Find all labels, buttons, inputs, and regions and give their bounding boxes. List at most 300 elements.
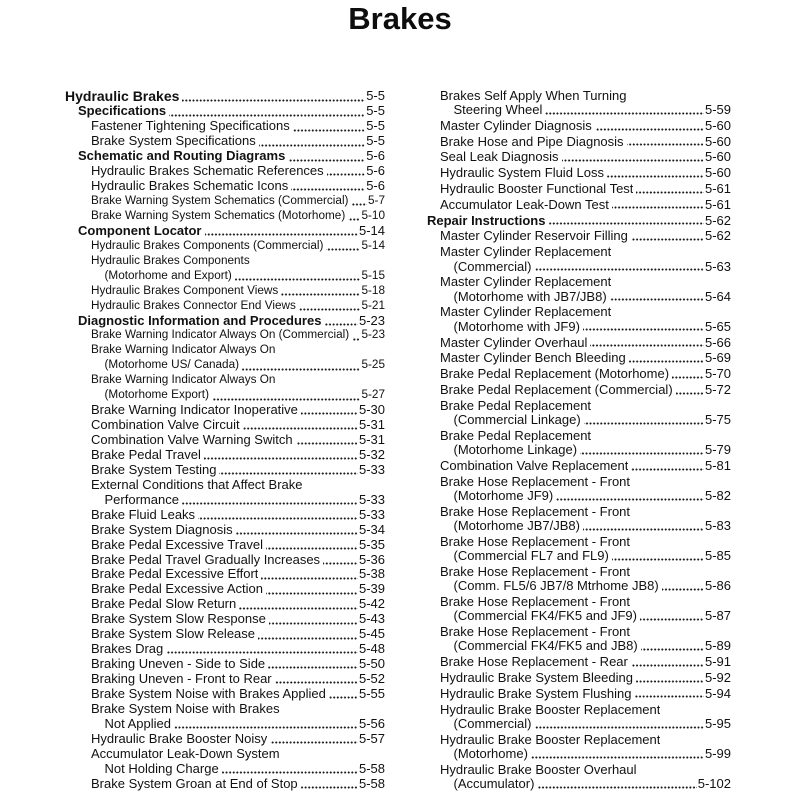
toc-page-number: 5-63 [704,258,731,274]
toc-page-number: 5-58 [358,760,385,776]
toc-entry-title: (Motorhome) [453,747,528,762]
toc-entry-line [65,254,385,269]
toc-entry-line [65,284,385,299]
toc-entry-continuation [414,320,731,334]
dot-leader [329,696,358,699]
toc-entry-line [414,703,731,717]
dot-leader [548,222,704,225]
dot-leader [324,323,358,326]
toc-entry-line [414,245,731,259]
toc-entry-title: Diagnostic Information and Procedures [78,313,322,328]
toc-entry-title: Brake Warning Indicator Inoperative [91,403,298,418]
toc-entry [65,672,385,687]
toc-entry-title: Brake System Testing [91,462,217,477]
toc-entry-title: Performance [104,492,179,507]
toc-entry-continuation [414,777,731,791]
dot-leader [537,786,696,789]
toc-page-number: 5-33 [358,491,385,507]
toc-page-number: 5-62 [704,228,731,244]
toc-entry [65,657,385,672]
dot-leader [612,558,704,561]
toc-page-number: 5-82 [704,488,731,504]
toc-page-number: 5-56 [358,715,385,731]
toc-entry-title: Brake Pedal Travel Gradually Increases [91,552,321,567]
toc-page-number: 5-58 [358,775,385,791]
dot-leader [212,398,360,401]
toc-entry-title: Hydraulic Brakes Component Views [91,283,279,297]
toc-entry-title: Brake Warning System Schematics (Motorhome) [91,208,346,222]
toc-entry [414,475,731,504]
dot-leader [239,607,358,610]
toc-entry-continuation [65,493,385,508]
toc-entry [414,733,731,762]
toc-entry-title: Brake Hose Replacement - Front [440,504,631,519]
dot-leader [288,159,365,162]
toc-page-number: 5-89 [704,638,731,654]
toc-entry [65,568,385,583]
toc-entry-continuation [414,579,731,593]
toc-entry-title: Brake Hose Replacement - Rear [440,655,628,670]
toc-entry [65,343,385,373]
toc-entry-line [414,351,731,365]
toc-entry [65,597,385,612]
toc-page-number: 5-5 [366,88,385,104]
toc-entry-line [414,383,731,397]
toc-page-number: 5-33 [358,461,385,477]
toc-entry-title: Brake Pedal Replacement (Commercial) [440,382,673,397]
toc-entry [65,553,385,568]
toc-entry-line [65,314,385,329]
dot-leader [531,756,704,759]
toc-entry [414,429,731,458]
toc-entry-title: (Motorhome JB7/JB8) [453,519,580,534]
toc-page-number: 5-83 [704,518,731,534]
toc-page-number: 5-34 [358,521,385,537]
toc-entry-title: Brake Pedal Travel [91,447,201,462]
dot-leader [595,128,704,131]
dot-leader [266,592,358,595]
toc-entry [414,166,731,180]
toc-page-number: 5-75 [704,412,731,428]
toc-entry-line [65,90,385,105]
toc-entry-continuation [65,388,385,403]
toc-page-number: 5-60 [704,133,731,149]
dot-leader [583,528,704,531]
toc-page-number: 5-32 [358,446,385,462]
dot-leader [629,360,704,363]
toc-entry-line [414,198,731,212]
toc-column-left [65,90,385,792]
toc-entry [414,275,731,304]
toc-entry [414,150,731,164]
toc-page-number: 5-45 [358,626,385,642]
toc-page-number: 5-91 [704,654,731,670]
toc-entry-line [65,597,385,612]
dot-leader [259,144,365,147]
dot-leader [631,238,704,241]
toc-entry [65,612,385,627]
toc-entry-title: Master Cylinder Replacement [440,305,612,320]
toc-entry-title: Master Cylinder Reservoir Filling [440,229,628,244]
toc-entry [65,732,385,747]
toc-entry [414,305,731,334]
toc-entry [65,538,385,553]
toc-entry-title: Specifications [78,104,167,119]
toc-entry-title: Brake System Diagnosis [91,522,233,537]
toc-page-number: 5-15 [361,268,385,282]
toc-entry-title: Hydraulic Brake Booster Replacement [440,732,661,747]
dot-leader [327,173,366,176]
toc-entry-title: Brake Pedal Excessive Effort [91,567,259,582]
toc-page-number: 5-21 [361,298,385,312]
toc-entry-title: Brake Pedal Replacement (Motorhome) [440,367,670,382]
toc-entry-line [65,627,385,642]
toc-entry-line [65,553,385,568]
dot-leader [348,218,360,221]
toc-entry-title: (Commercial FK4/FK5 and JB8) [453,639,638,654]
toc-page-number: 5-31 [358,432,385,448]
toc-page-number: 5-65 [704,318,731,334]
dot-leader [205,233,358,236]
toc-entry-continuation [414,443,731,457]
dot-leader [636,680,704,683]
toc-entry-title: Brake Fluid Leaks [91,507,196,522]
dot-leader [580,452,704,455]
toc-entry-title: Brake Hose Replacement - Front [440,625,631,640]
toc-entry [65,418,385,433]
toc-entry-line [65,224,385,239]
toc-entry-continuation [65,269,385,284]
toc-entry-title: Brake System Noise with Brakes [91,701,280,716]
dot-leader [236,532,358,535]
toc-entry [65,642,385,657]
dot-leader [242,368,360,371]
dot-leader [326,248,360,251]
toc-entry-title: Hydraulic Brakes [65,89,180,105]
dot-leader [631,468,704,471]
dot-leader [182,502,358,505]
toc-entry-line [65,299,385,314]
toc-entry-title: Repair Instructions [427,213,546,228]
toc-page-number: 5-95 [704,715,731,731]
toc-entry-title: (Comm. FL5/6 JB7/8 Mtrhome JB8) [453,579,659,594]
toc-entry-title: Steering Wheel [453,103,543,118]
toc-entry-line [65,343,385,358]
toc-entry-line [65,164,385,179]
dot-leader [235,278,361,281]
toc-entry [65,582,385,597]
dot-leader [281,293,360,296]
toc-entry-line [65,134,385,149]
toc-page-number: 5-59 [704,102,731,118]
toc-entry-title: Brake System Specifications [91,134,256,149]
toc-page-number: 5-61 [704,181,731,197]
toc-entry-title: Brake Pedal Excessive Action [91,582,263,597]
toc-entry-line [65,119,385,134]
dot-leader [243,427,358,430]
toc-entry-title: Component Locator [78,223,202,238]
toc-page-number: 5-81 [704,457,731,473]
toc-entry-title: Brake Pedal Excessive Travel [91,537,263,552]
toc-entry-continuation [414,260,731,274]
toc-page-number: 5-48 [358,641,385,657]
toc-entry-continuation [414,609,731,623]
dot-leader [222,771,358,774]
toc-entry-title: (Commercial) [453,716,532,731]
toc-entry-title: Hydraulic Brakes Connector End Views [91,298,296,312]
toc-page-number: 5-62 [704,212,731,228]
dot-leader [627,143,704,146]
toc-page-number: 5-66 [704,334,731,350]
toc-entry [414,763,731,792]
toc-entry [414,565,731,594]
toc-entry-line [414,565,731,579]
toc-page-number: 5-61 [704,196,731,212]
dot-leader [584,422,704,425]
dot-leader [535,268,704,271]
dot-leader [261,577,358,580]
toc-entry [65,508,385,523]
toc-page-number: 5-6 [366,178,385,194]
toc-entry [65,194,385,209]
toc-entry [414,229,731,243]
toc-entry-title: (Commercial FK4/FK5 and JF9) [453,609,637,624]
toc-entry-title: Brake System Groan at End of Stop [91,776,298,791]
toc-page-number: 5-39 [358,581,385,597]
toc-entry [65,284,385,299]
page-title: Brakes [348,1,452,36]
toc-entry [65,299,385,314]
dot-leader [351,203,367,206]
toc-entry [414,351,731,365]
toc-entry-title: Braking Uneven - Side to Side [91,657,266,672]
toc-column-right [414,89,731,792]
toc-entry-line [414,459,731,473]
toc-entry [414,336,731,350]
toc-page-number: 5-35 [358,536,385,552]
toc-page-number: 5-5 [366,133,385,149]
toc-entry-title: Brake System Slow Response [91,612,266,627]
toc-page-number: 5-70 [704,366,731,382]
toc-page-number: 5-50 [358,656,385,672]
toc-entry-line [65,373,385,388]
toc-entry-line [414,535,731,549]
toc-entry-line [65,732,385,747]
toc-entry-title: Brake Warning Indicator Always On [91,343,276,357]
toc-entry-title: (Motorhome Export) [104,388,209,402]
toc-page-number: 5-23 [361,328,385,342]
toc-entry-title: Brake Warning Indicator Always On [91,373,276,387]
toc-entry-line [65,747,385,762]
toc-entry-line [65,612,385,627]
toc-entry-title: Brakes Self Apply When Turning [440,88,627,103]
toc-entry-title: (Motorhome and Export) [104,268,232,282]
toc-entry-title: Brake Pedal Slow Return [91,597,237,612]
dot-leader [198,517,358,520]
toc-entry-title: Brake Hose Replacement - Front [440,474,631,489]
toc-page-number: 5-31 [358,417,385,433]
toc-entry-title: Brake Warning System Schematics (Commercial) [91,194,349,208]
toc-entry [65,627,385,642]
toc-page-number: 5-30 [358,402,385,418]
toc-entry-line [414,150,731,164]
toc-entry-line [65,508,385,523]
toc-entry-line [65,538,385,553]
toc-entry-title: Hydraulic Brake Booster Noisy [91,731,268,746]
toc-entry [414,535,731,564]
toc-entry-line [414,595,731,609]
toc-section-heading [65,149,385,164]
dot-leader [676,392,704,395]
toc-entry-continuation [414,519,731,533]
toc-page-number: 5-55 [358,685,385,701]
toc-entry-continuation [414,413,731,427]
toc-entry [65,329,385,344]
toc-entry [65,119,385,134]
toc-section-heading [65,314,385,329]
toc-entry-line [65,239,385,254]
toc-page-number: 5-52 [358,671,385,687]
toc-page-number: 5-5 [366,118,385,134]
toc-entry-line [414,229,731,243]
toc-entry-line [414,275,731,289]
toc-entry [414,595,731,624]
toc-entry-title: Hydraulic Brakes Components (Commercial) [91,238,324,252]
dot-leader [634,695,704,698]
toc-entry-line [65,418,385,433]
toc-page-number: 5-99 [704,746,731,762]
toc-entry-line [65,478,385,493]
toc-entry-title: Master Cylinder Replacement [440,275,612,290]
toc-entry-line [65,448,385,463]
toc-entry-line [65,568,385,583]
toc-entry-title: Braking Uneven - Front to Rear [91,672,272,687]
dot-leader [174,726,358,729]
toc-entry-line [414,399,731,413]
toc-entry-title: (Motorhome Linkage) [453,443,578,458]
toc-entry-continuation [65,717,385,732]
toc-entry-line [414,119,731,133]
toc-chapter-heading [65,90,385,105]
toc-entry [414,399,731,428]
toc-entry-title: Hydraulic Brake Booster Overhaul [440,762,637,777]
toc-entry-line [414,625,731,639]
toc-entry-continuation [414,717,731,731]
toc-page-number: 5-18 [361,283,385,297]
dot-leader [166,651,358,654]
toc-entry [65,164,385,179]
toc-entry-title: Hydraulic Brake System Flushing [440,686,632,701]
toc-entry-title: Brake Hose Replacement - Front [440,565,631,579]
toc-entry-title: Brake Hose Replacement - Front [440,534,631,549]
toc-entry [414,655,731,669]
dot-leader [169,114,365,117]
toc-page-number: 5-69 [704,350,731,366]
toc-entry-title: Accumulator Leak-Down Test [440,197,609,212]
toc-page-number: 5-23 [358,312,385,328]
toc-entry-line [65,329,385,344]
dot-leader [258,637,358,640]
toc-entry-line [414,367,731,381]
toc-entry-title: Hydraulic Brakes Components [91,253,250,267]
toc-section-heading [65,104,385,119]
toc-entry-title: Hydraulic Brakes Schematic Icons [91,179,289,194]
dot-leader [672,376,704,379]
toc-entry-line [414,763,731,777]
toc-entry-title: Brake Pedal Replacement [440,428,592,443]
toc-page-number: 5-14 [361,238,385,252]
toc-entry-line [65,672,385,687]
toc-entry-title: Brakes Drag [91,642,164,657]
toc-entry [65,239,385,254]
toc-entry [65,403,385,418]
toc-entry [414,625,731,654]
toc-entry [414,383,731,397]
toc-entry-title: Hydraulic Booster Functional Test [440,182,634,197]
toc-entry-title: (Commercial FL7 and FL9) [453,549,609,564]
toc-entry-line [65,642,385,657]
toc-page-number: 5-25 [361,358,385,372]
toc-page-number: 5-14 [358,222,385,238]
toc-page-number: 5-36 [358,551,385,567]
toc-entry-continuation [65,358,385,373]
toc-page-number: 5-57 [358,730,385,746]
toc-page-number: 5-7 [368,194,385,208]
dot-leader [590,344,704,347]
toc-entry-line [414,135,731,149]
toc-entry [414,198,731,212]
toc-entry-line [65,657,385,672]
toc-entry-title: Hydraulic Brakes Schematic References [91,164,324,179]
toc-entry-title: Not Applied [104,716,171,731]
dot-leader [219,472,357,475]
dot-leader [545,112,704,115]
toc-entry-line [65,403,385,418]
toc-entry-line [65,433,385,448]
dot-leader [299,308,361,311]
toc-entry-continuation [414,747,731,761]
toc-entry-title: (Motorhome US/ Canada) [104,358,240,372]
toc-page-number: 5-86 [704,578,731,594]
toc-page-number: 5-33 [358,506,385,522]
dot-leader [293,129,365,132]
toc-entry-continuation [414,290,731,304]
toc-entry-continuation [414,103,731,117]
dot-leader [352,338,360,341]
toc-entry-title: Combination Valve Replacement [440,458,629,473]
toc-entry-line [65,194,385,209]
toc-entry-title: Not Holding Charge [104,761,219,776]
toc-entry [414,245,731,274]
dot-leader [662,588,704,591]
toc-entry-line [414,671,731,685]
toc-page-number: 5-85 [704,548,731,564]
toc-page-number: 5-60 [704,165,731,181]
dot-leader [610,298,704,301]
toc-entry [65,254,385,284]
dot-leader [270,741,358,744]
toc-entry-title: (Commercial) [453,259,532,274]
dot-leader [562,159,704,162]
toc-entry-line [65,523,385,538]
toc-section-heading [414,214,731,228]
toc-section-heading [65,224,385,239]
toc-entry-title: Accumulator Leak-Down System [91,746,280,761]
dot-leader [556,498,704,501]
toc-entry [65,179,385,194]
toc-entry-title: Fastener Tightening Specifications [91,119,290,134]
toc-entry [414,459,731,473]
